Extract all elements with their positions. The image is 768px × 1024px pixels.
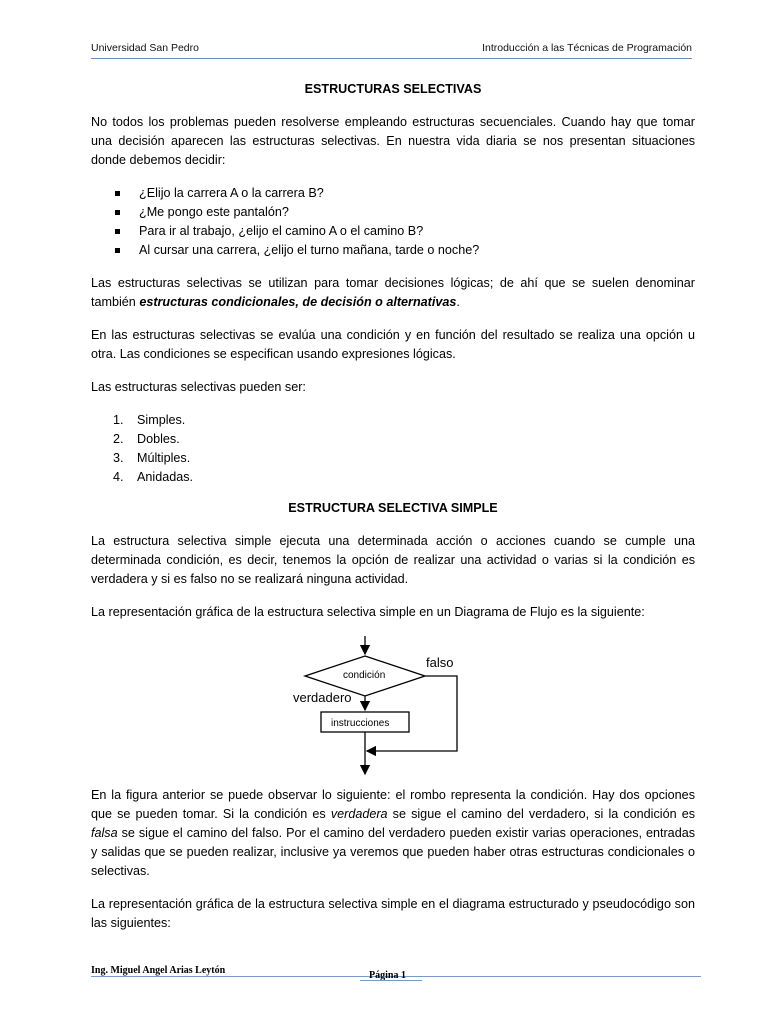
header-course: Introducción a las Técnicas de Programación — [482, 42, 692, 54]
list-item: Al cursar una carrera, ¿elijo el turno mañana, tarde o noche? — [115, 241, 695, 260]
flowchart-svg — [91, 636, 695, 776]
list-item — [113, 449, 695, 468]
header-university: Universidad San Pedro — [91, 42, 199, 54]
instructions-label: instrucciones — [331, 718, 390, 729]
page-number-underline — [360, 980, 422, 981]
types-intro-paragraph: Las estructuras selectivas pueden ser: — [91, 380, 306, 394]
explanation-part-b: se sigue el camino del verdadero, si la condición es — [387, 807, 695, 821]
footer-author: Ing. Miguel Angel Arias Leytón — [91, 965, 226, 976]
condition-label: condición — [343, 670, 386, 681]
flow-paragraph: La representación gráfica de la estructura selectiva simple en un Diagrama de Flujo es la siguiente: — [91, 605, 645, 619]
list-number: 2. — [113, 432, 124, 446]
list-item: ¿Elijo la carrera A o la carrera B? — [115, 184, 695, 203]
list-item: ¿Me pongo este pantalón? — [115, 203, 695, 222]
intro-paragraph: No todos los problemas pueden resolverse empleando estructuras secuenciales. Cuando hay que tomar una decisión aparecen las estructuras selectivas. En nuestra vida diaria se nos presentan situaciones donde debemos decidir: — [91, 115, 695, 167]
evaluation-paragraph: En las estructuras selectivas se evalúa una condición y en función del resultado se realiza una opción u otra. Las condiciones se especifican usando expresiones lógicas. — [91, 328, 695, 361]
flowchart-diagram — [91, 636, 695, 776]
section-title: ESTRUCTURA SELECTIVA SIMPLE — [288, 501, 498, 515]
false-label: falso — [426, 655, 454, 670]
true-label: verdadero — [293, 690, 352, 705]
types-list — [91, 411, 695, 487]
list-number: 4. — [113, 470, 124, 484]
list-item — [113, 411, 695, 430]
final-paragraph: La representación gráfica de la estructura selectiva simple en el diagrama estructurado y pseudocódigo son las siguientes: — [91, 897, 695, 930]
list-number: 1. — [113, 413, 124, 427]
page-number: Página 1 — [369, 970, 406, 981]
list-item — [113, 468, 695, 487]
list-label: Anidadas. — [137, 470, 194, 484]
simple-paragraph: La estructura selectiva simple ejecuta una determinada acción o acciones cuando se cumple una determinada condición, es decir, tenemos la opción de realizar una actividad o varias si la condición es verdadera y si es falso no se realizará ninguna actividad. — [91, 534, 695, 586]
list-label: Simples. — [137, 413, 186, 427]
usage-paragraph — [91, 274, 695, 312]
explanation-paragraph — [91, 786, 695, 881]
explanation-part-a: En la figura anterior se puede observar lo siguiente: el rombo representa la condición. Hay dos opciones que se pueden tomar. Si la condición es — [91, 788, 695, 821]
explanation-part-c: se sigue el camino del falso. Por el camino del verdadero pueden existir varias operaciones, entradas y salidas que se pueden realizar, inclusive ya veremos que pueden haber otras estructuras condicionales o selectivas. — [91, 826, 695, 878]
usage-emphasis: estructuras condicionales, de decisión o alternativas — [139, 295, 457, 309]
header-divider — [91, 58, 692, 59]
usage-text: Las estructuras selectivas se utilizan para tomar decisiones lógicas; de ahí que se suelen denominar también — [91, 276, 695, 309]
explanation-falsa: falsa — [91, 826, 118, 840]
document-body — [91, 80, 695, 947]
list-number: 3. — [113, 451, 124, 465]
list-label: Dobles. — [137, 432, 180, 446]
list-item: Para ir al trabajo, ¿elijo el camino A o el camino B? — [115, 222, 695, 241]
explanation-verdadera: verdadera — [330, 807, 388, 821]
page-title: ESTRUCTURAS SELECTIVAS — [304, 82, 482, 96]
list-item — [113, 430, 695, 449]
list-label: Múltiples. — [137, 451, 191, 465]
questions-list — [91, 184, 695, 260]
page-header — [91, 42, 692, 54]
usage-end: . — [456, 295, 460, 309]
